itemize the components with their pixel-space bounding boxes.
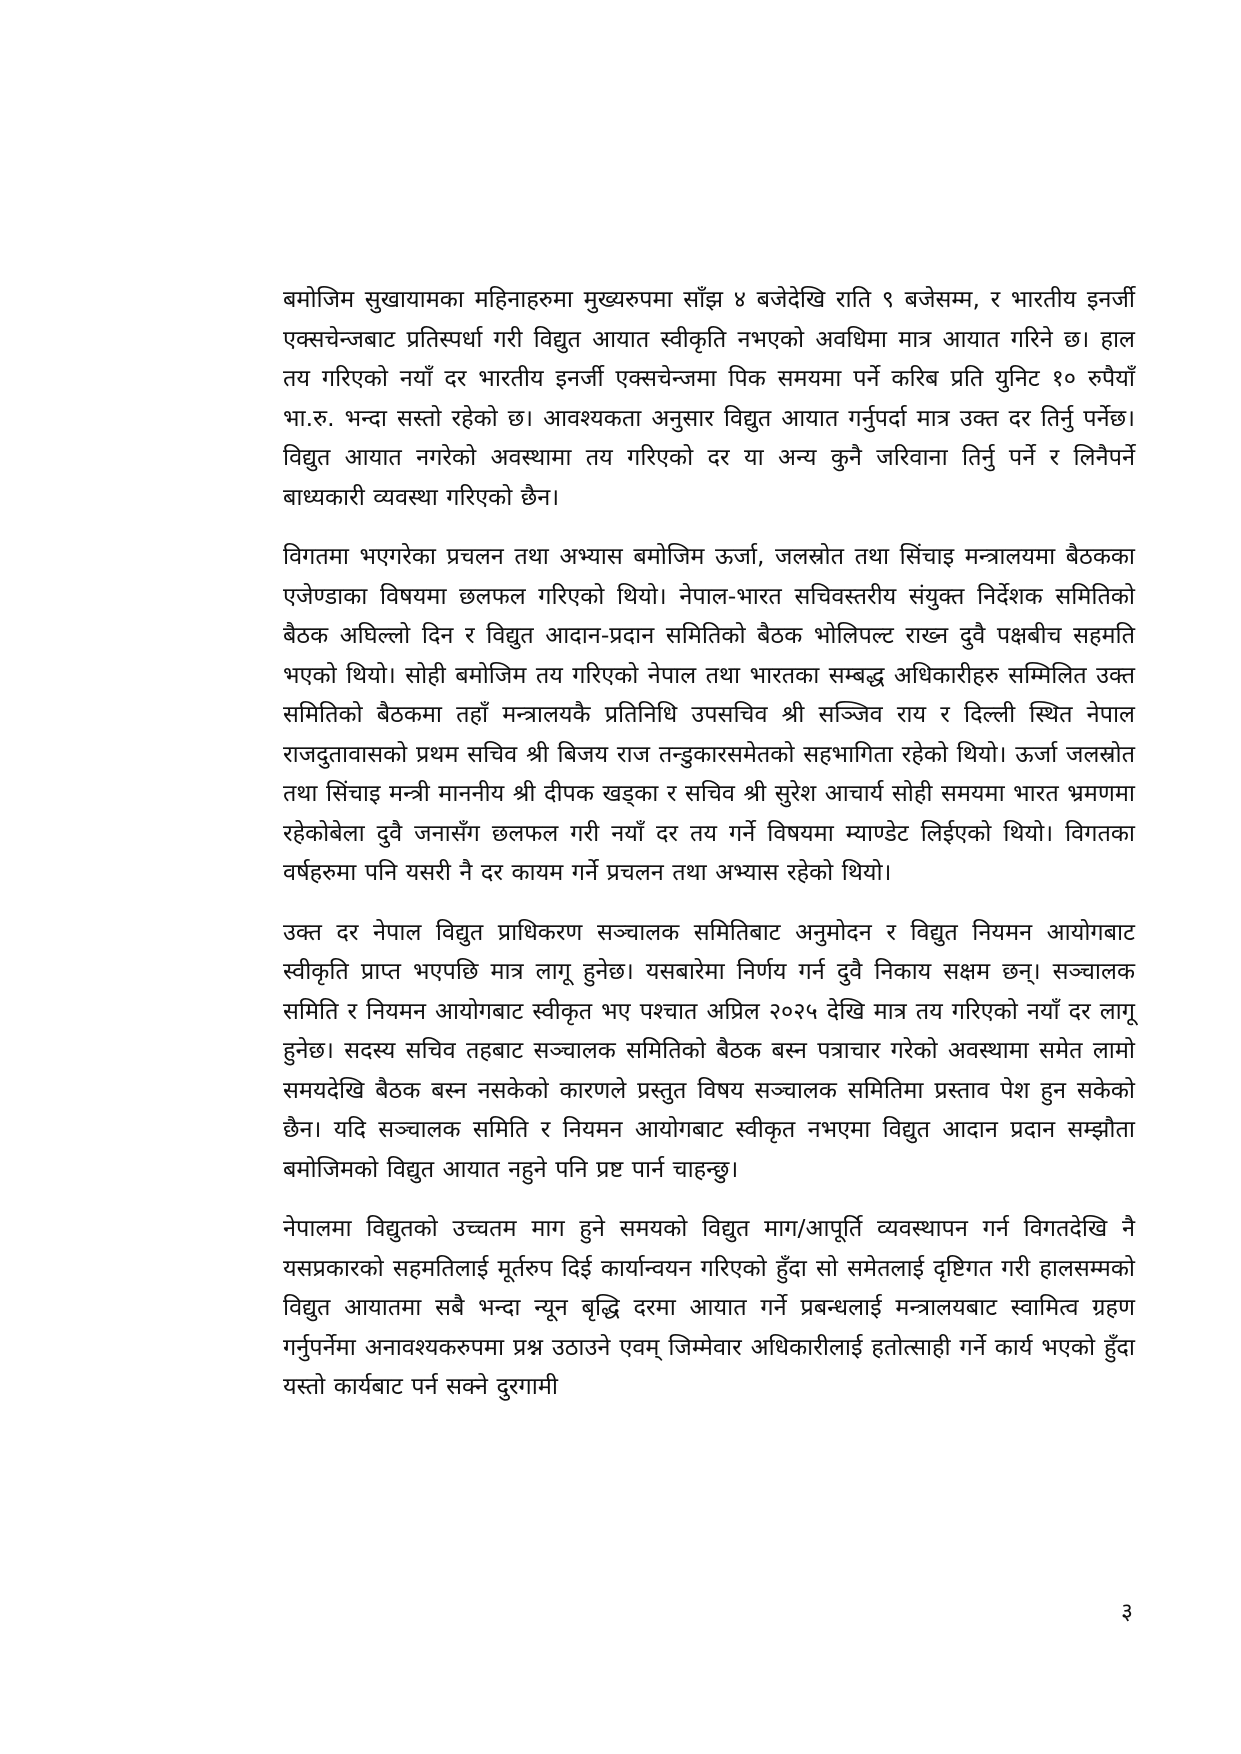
page-number: ३ [1121, 1599, 1133, 1625]
paragraph-1: बमोजिम सुखायामका महिनाहरुमा मुख्यरुपमा साँझ ४ बजेदेखि राति ९ बजेसम्म, र भारतीय इनर्जी एक्सचेन्जबाट प्रतिस्पर्धा गरी विद्युत आयात स्वीकृति नभएको अवधिमा मात्र आयात गरिने छ। हाल तय गरिएको नयाँ दर भारतीय इनर्जी एक्सचेन्जमा पिक समयमा पर्ने करिब प्रति युनिट १० रुपैयाँ भा.रु. भन्दा सस्तो रहेको छ। आवश्यकता अनुसार विद्युत आयात गर्नुपर्दा मात्र उक्त दर तिर्नु पर्नेछ। विद्युत आयात नगरेको अवस्थामा तय गरिएको दर या अन्य कुनै जरिवाना तिर्नु पर्ने र लिनैपर्ने बाध्यकारी व्यवस्था गरिएको छैन। [283, 285, 1135, 511]
paragraph-3: उक्त दर नेपाल विद्युत प्राधिकरण सञ्चालक समितिबाट अनुमोदन र विद्युत नियमन आयोगबाट स्वीकृति प्राप्त भएपछि मात्र लागू हुनेछ। यसबारेमा निर्णय गर्न दुवै निकाय सक्षम छन्। सञ्चालक समिति र नियमन आयोगबाट स्वीकृत भए पश्चात अप्रिल २०२५ देखि मात्र तय गरिएको नयाँ दर लागू हुनेछ। सदस्य सचिव तहबाट सञ्चालक समितिको बैठक बस्न पत्राचार गरेको अवस्थामा समेत लामो समयदेखि बैठक बस्न नसकेको कारणले प्रस्तुत विषय सञ्चालक समितिमा प्रस्ताव पेश हुन सकेको छैन। यदि सञ्चालक समिति र नियमन आयोगबाट स्वीकृत नभएमा विद्युत आदान प्रदान सम्झौता बमोजिमको विद्युत आयात नहुने पनि प्रष्ट पार्न चाहन्छु। [283, 917, 1135, 1183]
document-body [283, 280, 1135, 1427]
paragraph-2: विगतमा भएगरेका प्रचलन तथा अभ्यास बमोजिम ऊर्जा, जलस्रोत तथा सिंचाइ मन्त्रालयमा बैठकका एजेण्डाका विषयमा छलफल गरिएको थियो। नेपाल-भारत सचिवस्तरीय संयुक्त निर्देशक समितिको बैठक अघिल्लो दिन र विद्युत आदान-प्रदान समितिको बैठक भोलिपल्ट राख्न दुवै पक्षबीच सहमति भएको थियो। सोही बमोजिम तय गरिएको नेपाल तथा भारतका सम्बद्ध अधिकारीहरु सम्मिलित उक्त समितिको बैठकमा तहाँ मन्त्रालयकै प्रतिनिधि उपसचिव श्री सञ्जिव राय र दिल्ली स्थित नेपाल राजदुतावासको प्रथम सचिव श्री बिजय राज तन्डुकारसमेतको सहभागिता रहेको थियो। ऊर्जा जलस्रोत तथा सिंचाइ मन्त्री माननीय श्री दीपक खड्का र सचिव श्री सुरेश आचार्य सोही समयमा भारत भ्रमणमा रहेकोबेला दुवै जनासँग छलफल गरी नयाँ दर तय गर्ने विषयमा म्याण्डेट लिईएको थियो। विगतका वर्षहरुमा पनि यसरी नै दर कायम गर्ने प्रचलन तथा अभ्यास रहेको थियो। [283, 542, 1135, 886]
paragraph-4: नेपालमा विद्युतको उच्चतम माग हुने समयको विद्युत माग/आपूर्ति व्यवस्थापन गर्न विगतदेखि नै यसप्रकारको सहमतिलाई मूर्तरुप दिई कार्यान्वयन गरिएको हुँदा सो समेतलाई दृष्टिगत गरी हालसम्मको विद्युत आयातमा सबै भन्दा न्यून बृद्धि दरमा आयात गर्ने प्रबन्धलाई मन्त्रालयबाट स्वामित्व ग्रहण गर्नुपर्नेमा अनावश्यकरुपमा प्रश्न उठाउने एवम् जिम्मेवार अधिकारीलाई हतोत्साही गर्ने कार्य भएको हुँदा यस्तो कार्यबाट पर्न सक्ने दुरगामी [283, 1214, 1135, 1400]
